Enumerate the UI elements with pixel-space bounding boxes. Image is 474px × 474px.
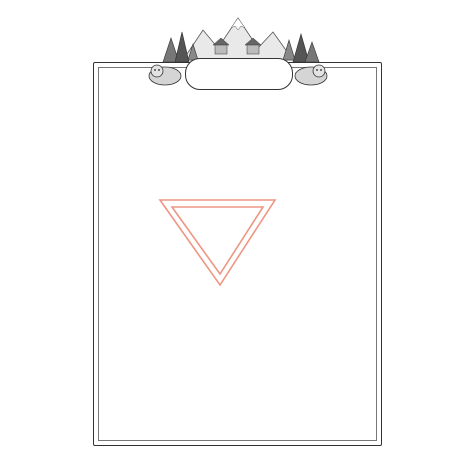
book-page xyxy=(93,10,382,446)
page-frame xyxy=(93,62,382,446)
page-title xyxy=(185,58,293,90)
